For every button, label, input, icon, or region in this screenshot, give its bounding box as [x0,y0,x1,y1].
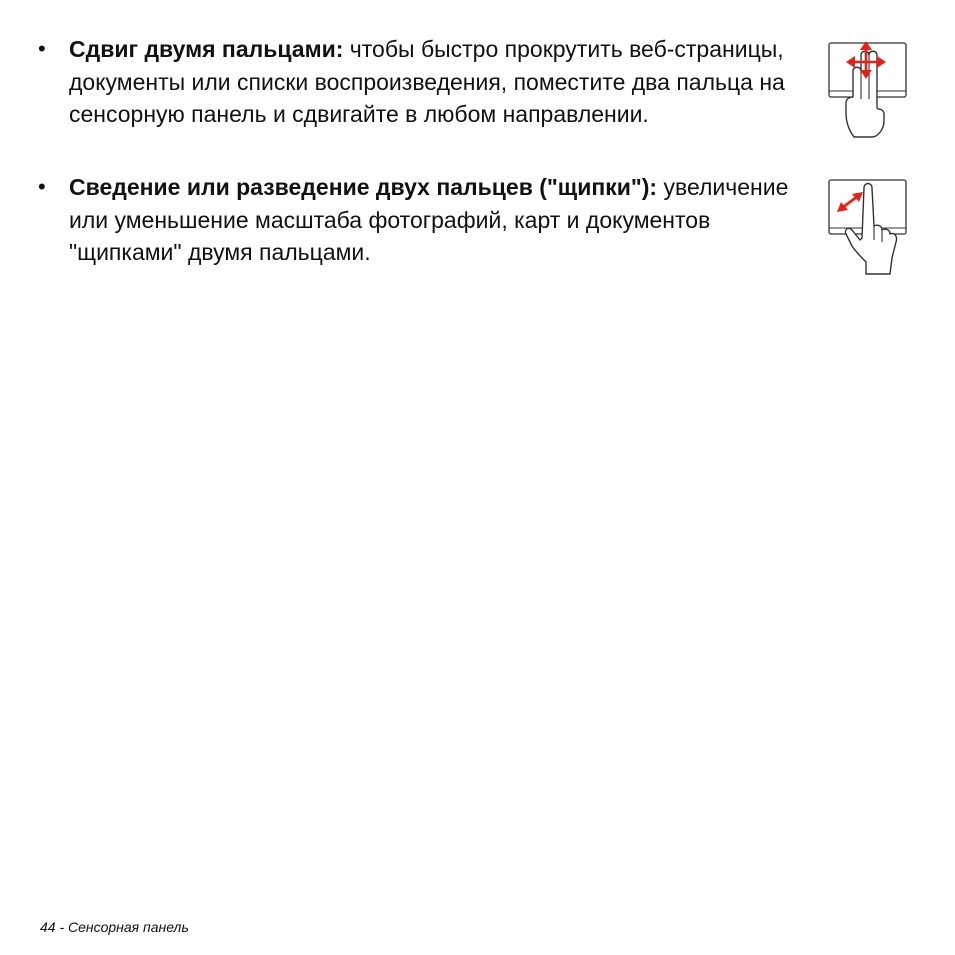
gesture-description [69,171,804,269]
gesture-term: Сведение или разведение двух пальцев ("щипки"): [69,174,658,200]
gesture-text: увеличение или уменьшение масштаба фотографий, карт и документов "щипками" двумя пальцами. [69,174,789,265]
gesture-description [69,33,804,131]
gesture-text: чтобы быстро прокрутить веб-страницы, документы или списки воспроизведения, поместите два пальца на сенсорную панель и сдвигайте в любом направлении. [69,36,785,127]
gesture-term: Сдвиг двумя пальцами: [69,36,344,62]
bullet: • [38,36,46,61]
two-finger-scroll-icon [826,41,908,141]
bullet: • [38,174,46,199]
pinch-zoom-icon [826,178,908,278]
page-footer: 44 - Сенсорная панель [40,919,189,935]
